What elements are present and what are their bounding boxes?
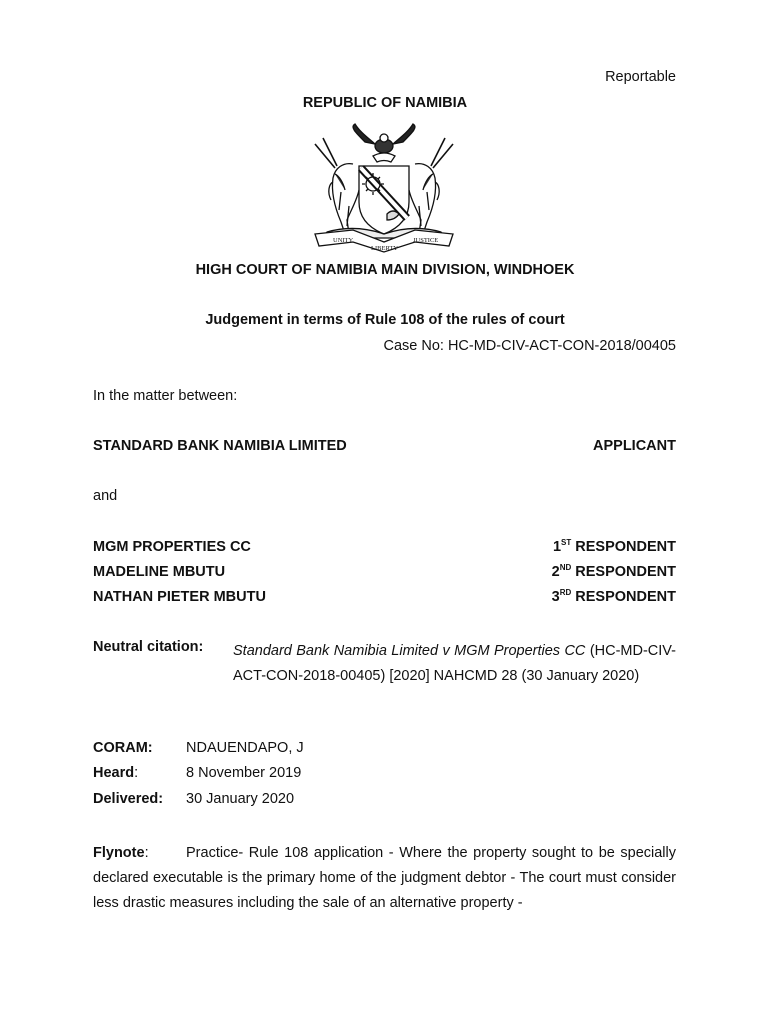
respondent-1-role: 1ST RESPONDENT: [552, 538, 676, 555]
republic-heading: REPUBLIC OF NAMIBIA: [302, 95, 468, 111]
flynote-text: Practice- Rule 108 application - Where the property sought to be specially declared executable is the primary home of the judgment debtor - The court must consider less drastic measures including the sale of an alternative property -: [93, 845, 676, 911]
respondent-2-name: MADELINE MBUTU: [93, 564, 226, 580]
respondent-1-name: MGM PROPERTIES CC: [93, 539, 251, 555]
delivered-label: Delivered:: [93, 791, 164, 807]
neutral-citation-text: [233, 639, 676, 689]
neutral-citation-label: Neutral citation:: [93, 639, 204, 655]
court-heading: HIGH COURT OF NAMIBIA MAIN DIVISION, WINDHOEK: [195, 262, 575, 278]
reportable-label: Reportable: [605, 69, 676, 85]
citation-case-name: Standard Bank Namibia Limited v MGM Properties CC: [233, 643, 586, 659]
heard-label: Heard:: [93, 765, 139, 781]
heard-value: 8 November 2019: [186, 765, 302, 781]
delivered-value: 30 January 2020: [186, 791, 295, 807]
applicant-name: STANDARD BANK NAMIBIA LIMITED: [93, 438, 347, 454]
judgement-title: Judgement in terms of Rule 108 of the rules of court: [205, 312, 565, 328]
coram-value: NDAUENDAPO, J: [186, 740, 304, 756]
flynote-label: Flynote:: [93, 845, 149, 861]
coat-motto-liberty: LIBERTY: [371, 245, 399, 252]
coram-label: CORAM:: [93, 740, 153, 756]
respondent-3-name: NATHAN PIETER MBUTU: [93, 589, 266, 605]
matter-intro: In the matter between:: [93, 388, 238, 404]
case-number: Case No: HC-MD-CIV-ACT-CON-2018/00405: [383, 338, 676, 354]
coat-motto-justice: JUSTICE: [413, 237, 439, 244]
coat-of-arms-emblem: [305, 122, 463, 254]
citation-reference: (HC-MD-CIV-ACT-CON-2018-00405) [2020] NAHCMD 28 (30 January 2020): [233, 643, 676, 684]
flynote-paragraph: [93, 841, 676, 916]
coat-motto-unity: UNITY: [333, 237, 354, 244]
respondent-3-role: 3RD RESPONDENT: [551, 588, 676, 605]
applicant-role: APPLICANT: [593, 438, 676, 454]
and-connector: and: [93, 488, 118, 504]
respondent-2-role: 2ND RESPONDENT: [551, 563, 676, 580]
